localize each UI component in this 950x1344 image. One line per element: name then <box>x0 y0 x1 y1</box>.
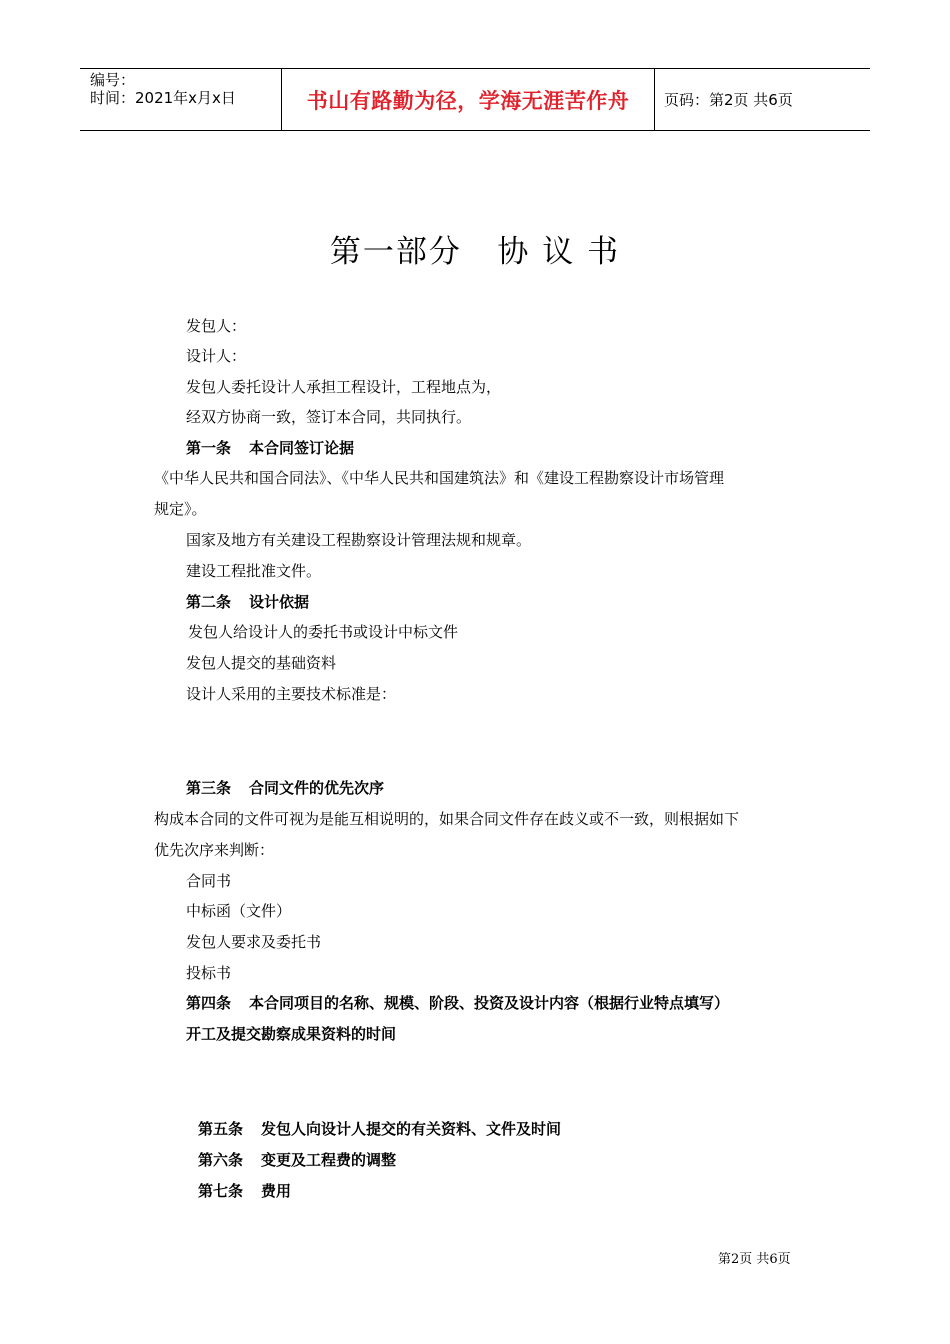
paragraph-line: 构成本合同的文件可视为是能互相说明的，如果合同文件存在歧义或不一致，则根据如下 <box>154 810 740 828</box>
article-title: 合同文件的优先次序 <box>249 779 385 797</box>
page-footer: 第2页 共6页 <box>718 1252 791 1267</box>
article-number: 第二条 <box>186 593 232 611</box>
header-motto: 书山有路勤为径，学海无涯苦作舟 <box>306 89 630 113</box>
header-divider <box>654 69 655 130</box>
intro-line: 发包人委托设计人承担工程设计，工程地点为， <box>186 378 502 396</box>
article-number: 第六条 <box>198 1151 244 1169</box>
article-number: 第三条 <box>186 779 232 797</box>
paragraph-line: 建设工程批准文件。 <box>186 562 322 580</box>
article-heading <box>198 1181 291 1201</box>
list-item: 投标书 <box>186 964 232 982</box>
employer-line: 发包人： <box>186 317 247 335</box>
article-heading <box>186 592 309 612</box>
list-item: 中标函（文件） <box>186 902 292 920</box>
paragraph-line: 规定》。 <box>154 500 207 518</box>
article-heading <box>186 993 729 1013</box>
paragraph-line: 设计人采用的主要技术标准是： <box>186 685 397 703</box>
article-heading <box>186 778 384 798</box>
article-title: 变更及工程费的调整 <box>261 1151 397 1169</box>
paragraph-line: 发包人给设计人的委托书或设计中标文件 <box>188 623 459 641</box>
list-item: 合同书 <box>186 872 232 890</box>
intro-line: 经双方协商一致，签订本合同，共同执行。 <box>186 408 472 426</box>
article-title: 发包人向设计人提交的有关资料、文件及时间 <box>261 1120 562 1138</box>
article-number: 第五条 <box>198 1120 244 1138</box>
article-title: 设计依据 <box>249 593 310 611</box>
article-number: 第七条 <box>198 1182 244 1200</box>
paragraph-line: 国家及地方有关建设工程勘察设计管理法规和规章。 <box>186 531 532 549</box>
article-subheading: 开工及提交勘察成果资料的时间 <box>186 1025 397 1043</box>
article-heading <box>198 1119 561 1139</box>
list-item: 发包人要求及委托书 <box>186 933 322 951</box>
header-table <box>80 68 870 131</box>
page-title: 第一部分 协 议 书 <box>329 234 621 270</box>
document-date-label: 时间：2021年x月x日 <box>90 89 236 107</box>
article-number: 第一条 <box>186 439 232 457</box>
designer-line: 设计人： <box>186 347 247 365</box>
paragraph-line: 发包人提交的基础资料 <box>186 654 337 672</box>
article-title: 本合同项目的名称、规模、阶段、投资及设计内容（根据行业特点填写） <box>249 994 730 1012</box>
article-heading <box>186 438 354 458</box>
article-title: 本合同签订论据 <box>249 439 355 457</box>
article-title: 费用 <box>261 1182 292 1200</box>
document-number-label: 编号： <box>90 71 136 89</box>
paragraph-line: 优先次序来判断： <box>154 841 275 859</box>
header-meta <box>90 71 236 107</box>
article-heading <box>198 1150 396 1170</box>
article-number: 第四条 <box>186 994 232 1012</box>
header-page-info: 页码：第2页 共6页 <box>664 91 793 109</box>
paragraph-line: 《中华人民共和国合同法》、《中华人民共和国建筑法》和《建设工程勘察设计市场管理 <box>154 469 725 487</box>
